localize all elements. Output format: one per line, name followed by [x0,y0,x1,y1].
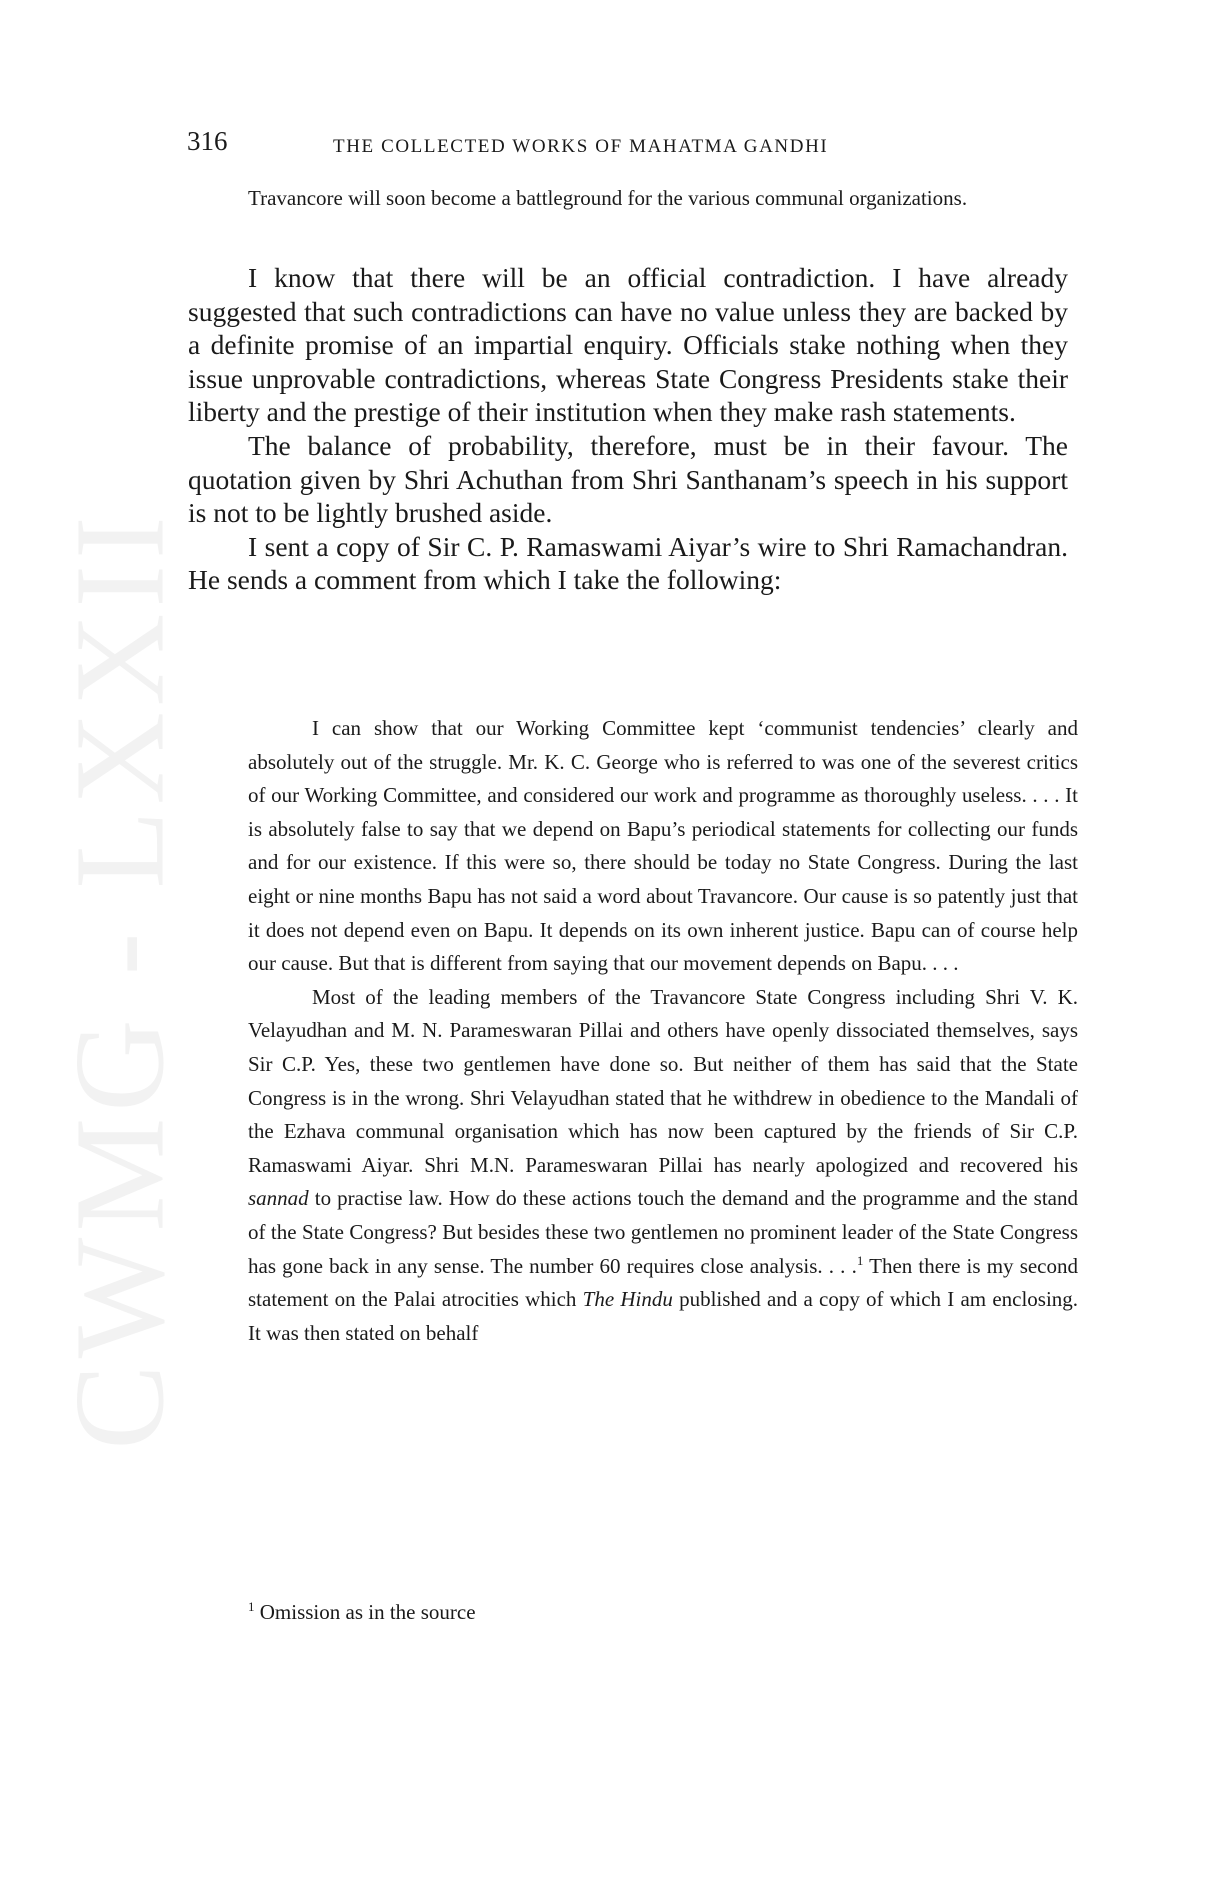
footnote-text: Omission as in the source [259,1600,476,1624]
footnote-mark: 1 [248,1599,255,1614]
quote-text: to practise law. How do these actions touch the demand and the programme and the stand of the State Congress? But besides these two gentlemen no prominent leader of the State Congress has gone back in any sense. The number 60 requires close analysis. . . . [248,1186,1078,1278]
watermark: CWMG - LXXII [48,510,191,1450]
italic-term: sannad [248,1186,309,1211]
page-number: 316 [187,126,228,156]
quote-text: Then there is my second statement on the Palai atrocities which [248,1253,1079,1312]
paragraph: I know that there will be an official contradiction. I have already suggested that such contradictions can have no value unless they are backed by a definite promise of an impartial enquiry. Officials stake nothing when they issue unprovable contradictions, whereas State Congress Presidents stake their liberty and the prestige of their institution when they make rash statements. [188,262,1068,428]
paragraph: The balance of probability, therefore, must be in their favour. The quotation given by Shri Achuthan from Shri Santhanam’s speech in his support is not to be lightly brushed aside. [188,429,1068,529]
footnote-reference: 1 [856,1252,864,1268]
paragraph: I sent a copy of Sir C. P. Ramaswami Aiyar’s wire to Shri Ramachandran. He sends a comment from which I take the following: [188,530,1068,596]
quote-text: published and a copy of which I am enclosing. It was then stated on behalf [248,1287,1079,1345]
running-title: THE COLLECTED WORKS OF MAHATMA GANDHI [333,136,829,157]
block-quote [248,712,1078,1350]
footnote [248,1600,476,1625]
quote-text: Most of the leading members of the Travancore State Congress including Shri V. K. Velayudhan and M. N. Parameswaran Pillai and others have openly dissociated themselves, says Sir C.P. Yes, these two gentlemen have done so. But neither of them has said that the State Congress is in the wrong. Shri Velayudhan stated that he withdrew in obedience to the Mandali of the Ezhava communal organisation which has now been captured by the friends of Sir C.P. Ramaswami Aiyar. Shri M.N. Parameswaran Pillai has nearly apologized and recovered his [248,984,1078,1177]
top-fragment: Travancore will soon become a battleground for the various communal organizations. [248,186,968,210]
quote-paragraph [248,981,1078,1351]
newspaper-title: The Hindu [582,1287,673,1312]
top-fragment-block [248,182,1068,216]
body-text [188,261,1068,597]
quote-paragraph: I can show that our Working Committee kept ‘communist tendencies’ clearly and absolutely out of the struggle. Mr. K. C. George who is referred to was one of the severest critics of our Working Committee, and considered our work and programme as thoroughly useless. . . . It is absolutely false to say that we depend on Bapu’s periodical statements for collecting our funds and for our existence. If this were so, there should be today no State Congress. During the last eight or nine months Bapu has not said a word about Travancore. Our cause is so patently just that it does not depend even on Bapu. It depends on its own inherent justice. Bapu can of course help our cause. But that is different from saying that our movement depends on Bapu. . . . [248,716,1078,976]
